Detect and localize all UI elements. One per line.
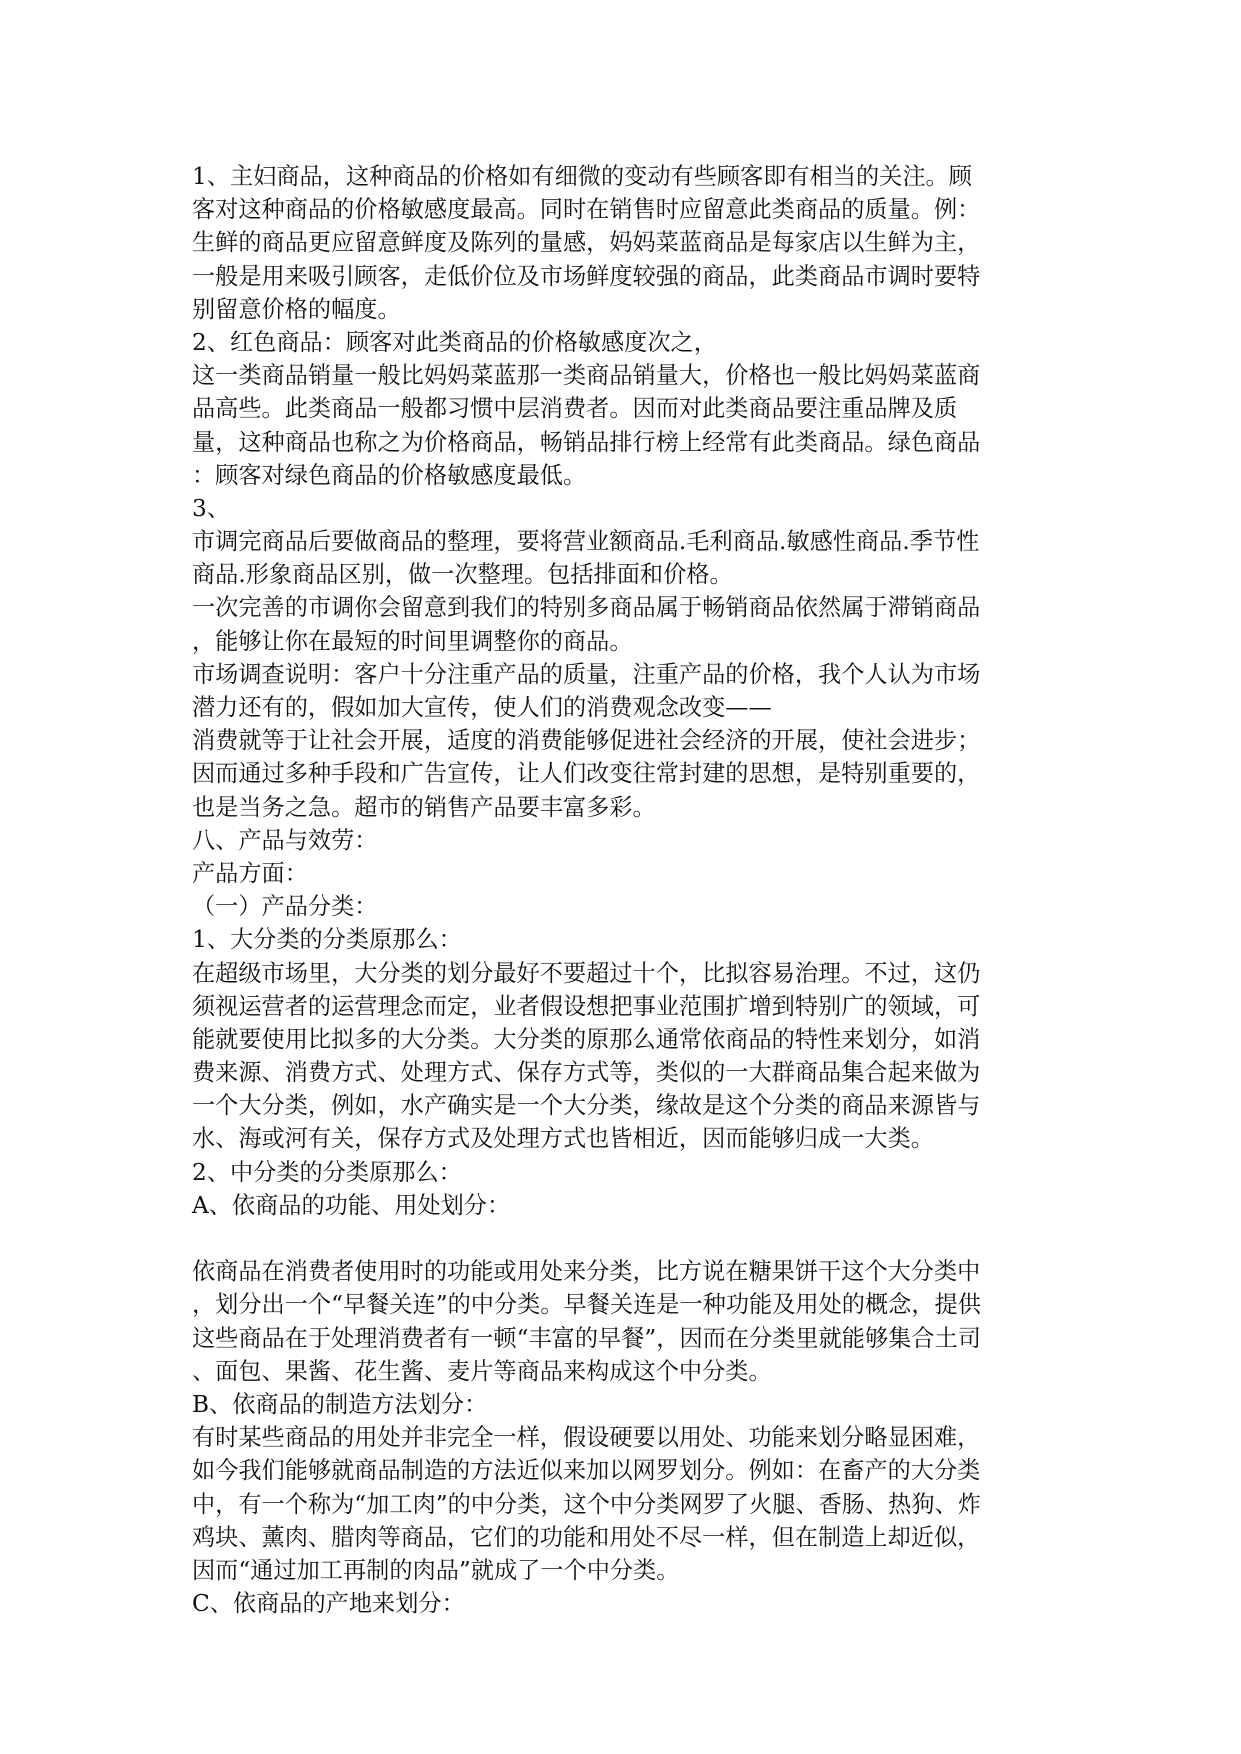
text-line: 产品方面：: [192, 859, 308, 887]
text-line: 生鲜的商品更应留意鲜度及陈列的量感，妈妈菜蓝商品是每家店以生鲜为主，: [192, 229, 981, 257]
text-line: ，能够让你在最短的时间里调整你的商品。: [192, 627, 633, 655]
text-line: 消费就等于让社会开展，适度的消费能够促进社会经济的开展，使社会进步；: [192, 727, 981, 755]
text-line: 费来源、消费方式、处理方式、保存方式等，类似的一大群商品集合起来做为: [192, 1059, 981, 1087]
text-line: 别留意价格的幅度。: [192, 295, 401, 323]
text-line: 一次完善的市调你会留意到我们的特别多商品属于畅销商品依然属于滞销商品: [192, 594, 981, 622]
text-line: 如今我们能够就商品制造的方法近似来加以网罗划分。例如：在畜产的大分类: [192, 1457, 981, 1485]
text-line: （一）产品分类：: [192, 893, 378, 921]
text-line: A、依商品的功能、用处划分：: [192, 1191, 511, 1219]
text-line: 须视运营者的运营理念而定，业者假设想把事业范围扩增到特别广的领域，可: [192, 992, 981, 1020]
text-line: 八、产品与效劳：: [192, 826, 378, 854]
text-line: 1、主妇商品，这种商品的价格如有细微的变动有些顾客即有相当的关注。顾: [192, 163, 972, 190]
text-line: 商品.形象商品区别，做一次整理。包括排面和价格。: [192, 561, 733, 589]
text-line: ：顾客对绿色商品的价格敏感度最低。: [192, 461, 587, 489]
text-line: 这些商品在于处理消费者有一顿“丰富的早餐”，因而在分类里就能够集合土司: [192, 1324, 981, 1352]
text-line: 鸡块、薰肉、腊肉等商品，它们的功能和用处不尽一样，但在制造上却近似，: [192, 1523, 981, 1551]
text-line: 市调完商品后要做商品的整理，要将营业额商品.毛利商品.敏感性商品.季节性: [192, 528, 980, 556]
document-body-text: [192, 160, 1052, 1620]
text-line: 在超级市场里，大分类的划分最好不要超过十个，比拟容易治理。不过，这仍: [192, 959, 981, 987]
text-line: 有时某些商品的用处并非完全一样，假设硬要以用处、功能来划分略显困难，: [192, 1424, 981, 1452]
text-line: 一个大分类，例如，水产确实是一个大分类，缘故是这个分类的商品来源皆与: [192, 1092, 981, 1120]
text-line: ，划分出一个“早餐关连”的中分类。早餐关连是一种功能及用处的概念，提供: [192, 1291, 981, 1319]
text-line: 也是当务之急。超市的销售产品要丰富多彩。: [192, 793, 656, 821]
text-line: 因而通过多种手段和广告宣传，让人们改变往常封建的思想，是特别重要的，: [192, 760, 981, 788]
text-line: 市场调查说明：客户十分注重产品的质量，注重产品的价格，我个人认为市场: [192, 660, 981, 688]
text-line: 能就要使用比拟多的大分类。大分类的原那么通常依商品的特性来划分，如消: [192, 1025, 981, 1053]
text-line: 客对这种商品的价格敏感度最高。同时在销售时应留意此类商品的质量。例：: [192, 196, 981, 224]
text-line: 水、海或河有关，保存方式及处理方式也皆相近，因而能够归成一大类。: [192, 1125, 934, 1153]
text-line: 中，有一个称为“加工肉”的中分类，这个中分类网罗了火腿、香肠、热狗、炸: [192, 1490, 981, 1518]
text-line: 、面包、果酱、花生酱、麦片等商品来构成这个中分类。: [192, 1357, 772, 1385]
blank-line: [192, 1222, 1052, 1255]
text-line: 品高些。此类商品一般都习惯中层消费者。因而对此类商品要注重品牌及质: [192, 395, 958, 423]
text-line: C、依商品的产地来划分：: [192, 1590, 465, 1618]
text-line: 2、红色商品：顾客对此类商品的价格敏感度次之，: [192, 328, 717, 356]
text-line: 1、大分类的分类原那么：: [192, 926, 462, 954]
text-line: 潜力还有的，假如加大宣传，使人们的消费观念改变——: [192, 694, 772, 721]
text-line: 这一类商品销量一般比妈妈菜蓝那一类商品销量大，价格也一般比妈妈菜蓝商: [192, 362, 981, 390]
text-line: B、依商品的制造方法划分：: [192, 1390, 488, 1418]
text-line: 依商品在消费者使用时的功能或用处来分类，比方说在糖果饼干这个大分类中: [192, 1258, 981, 1286]
text-line: 2、中分类的分类原那么：: [192, 1158, 462, 1186]
text-line: 量，这种商品也称之为价格商品，畅销品排行榜上经常有此类商品。绿色商品: [192, 428, 981, 456]
text-line: 3、: [192, 494, 230, 522]
text-line: 一般是用来吸引顾客，走低价位及市场鲜度较强的商品，此类商品市调时要特: [192, 262, 981, 290]
text-line: 因而“通过加工再制的肉品”就成了一个中分类。: [192, 1556, 680, 1584]
